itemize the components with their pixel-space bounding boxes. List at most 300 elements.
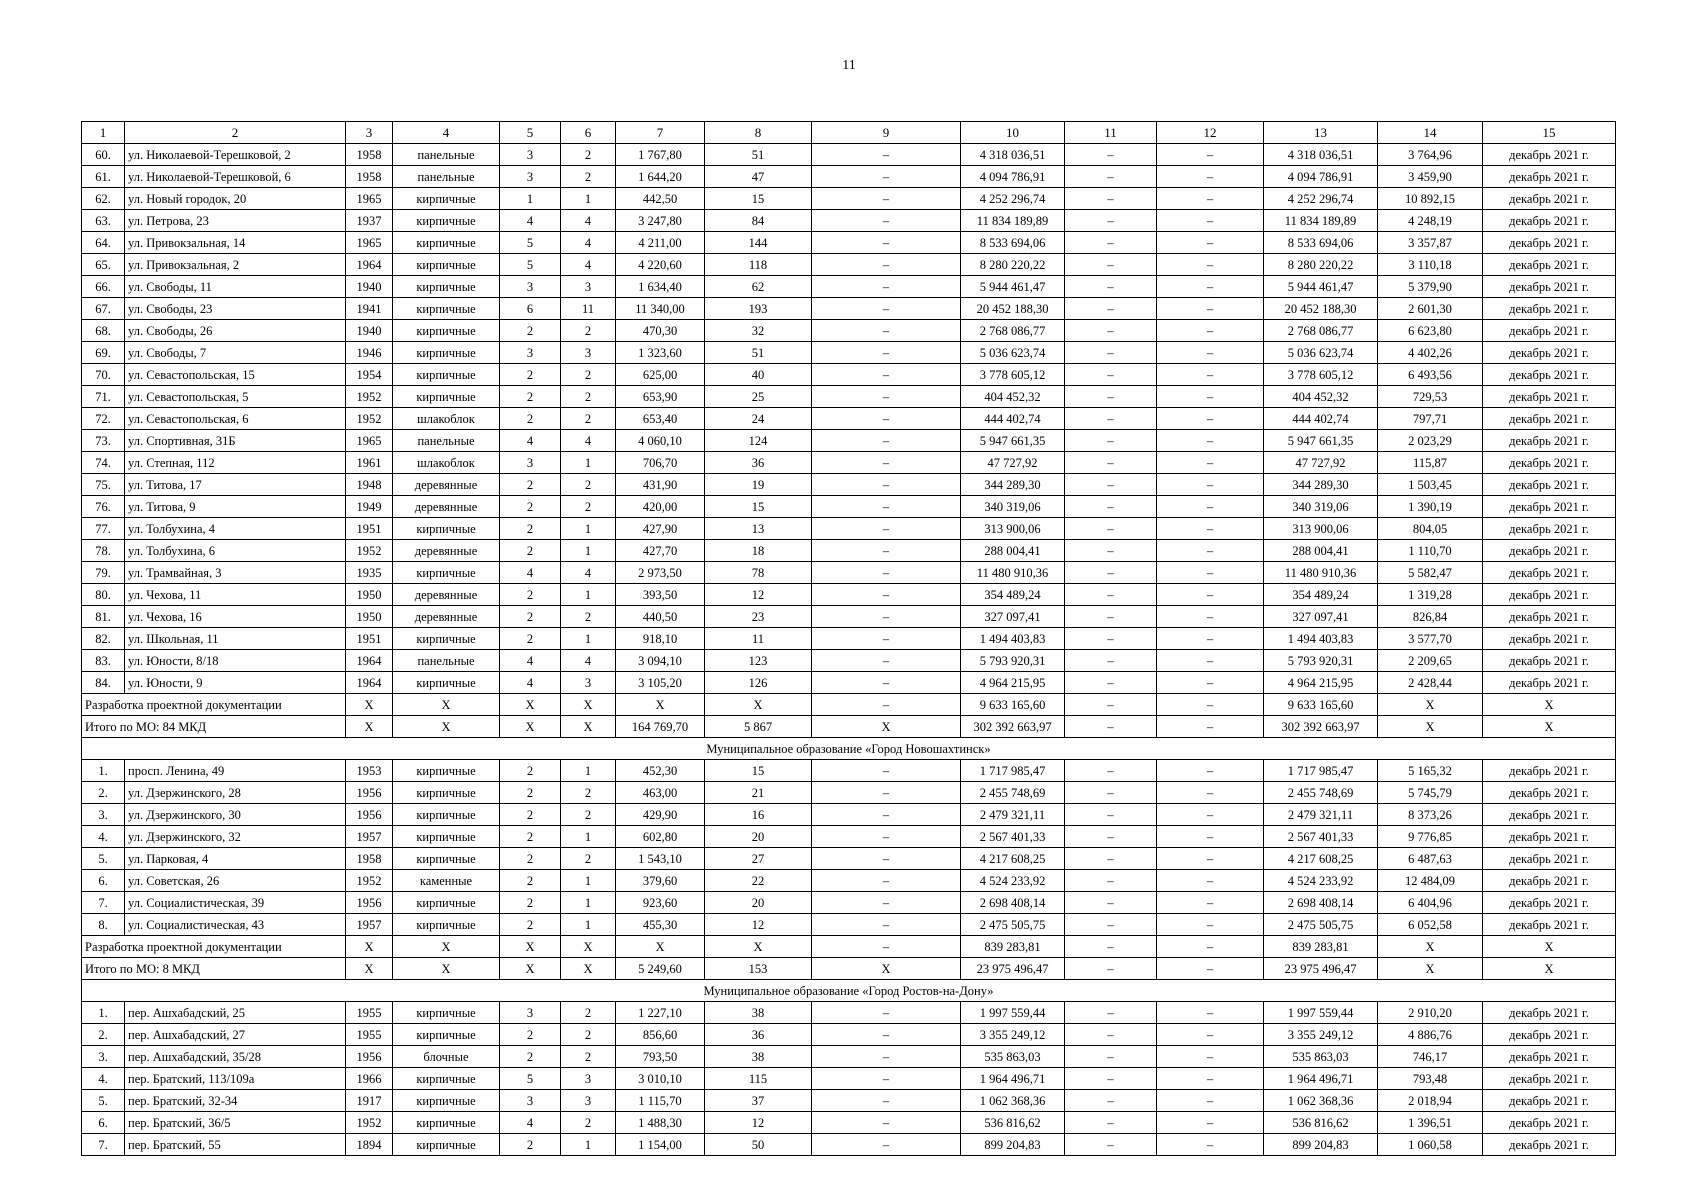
table-cell: деревянные <box>393 606 500 628</box>
table-cell: 2 910,20 <box>1378 1002 1483 1024</box>
table-cell: 1 <box>500 188 561 210</box>
summary-label: Разработка проектной документации <box>82 694 346 716</box>
column-number-cell: 13 <box>1264 122 1378 144</box>
table-cell: – <box>1157 870 1264 892</box>
table-cell: 60. <box>82 144 125 166</box>
table-cell: 6 052,58 <box>1378 914 1483 936</box>
table-cell: 2 <box>561 408 616 430</box>
table-cell: 4 252 296,74 <box>961 188 1065 210</box>
table-cell: 1941 <box>346 298 393 320</box>
table-cell: 5 <box>500 232 561 254</box>
table-cell: 2 <box>500 870 561 892</box>
table-cell: 2 567 401,33 <box>961 826 1065 848</box>
table-cell: 62 <box>705 276 812 298</box>
table-cell: декабрь 2021 г. <box>1483 276 1616 298</box>
table-cell: – <box>812 386 961 408</box>
table-cell: 4 <box>561 650 616 672</box>
table-cell: панельные <box>393 166 500 188</box>
table-cell: 3 <box>500 276 561 298</box>
table-cell: – <box>1157 628 1264 650</box>
table-cell: 1937 <box>346 210 393 232</box>
table-cell: 3 105,20 <box>616 672 705 694</box>
table-cell: – <box>1157 804 1264 826</box>
table-cell: 288 004,41 <box>961 540 1065 562</box>
table-cell: 797,71 <box>1378 408 1483 430</box>
column-number-cell: 9 <box>812 122 961 144</box>
table-row <box>82 1046 1616 1068</box>
table-row <box>82 496 1616 518</box>
table-cell: 1964 <box>346 650 393 672</box>
table-cell: 2 <box>561 166 616 188</box>
table-cell: декабрь 2021 г. <box>1483 408 1616 430</box>
table-cell: – <box>812 518 961 540</box>
table-cell: 344 289,30 <box>1264 474 1378 496</box>
table-cell: 1 <box>561 628 616 650</box>
column-number-cell: 11 <box>1065 122 1157 144</box>
table-cell: 2 <box>561 804 616 826</box>
table-cell: 2 <box>500 364 561 386</box>
table-cell: 11 340,00 <box>616 298 705 320</box>
address-cell: ул. Дзержинского, 30 <box>125 804 346 826</box>
table-cell: 5 745,79 <box>1378 782 1483 804</box>
table-cell: 3 <box>500 1090 561 1112</box>
address-cell: ул. Свободы, 11 <box>125 276 346 298</box>
table-cell: 1948 <box>346 474 393 496</box>
summary-cell: 839 283,81 <box>961 936 1065 958</box>
table-cell: 793,48 <box>1378 1068 1483 1090</box>
table-cell: декабрь 2021 г. <box>1483 782 1616 804</box>
table-cell: 5. <box>82 848 125 870</box>
table-cell: 1 964 496,71 <box>961 1068 1065 1090</box>
table-cell: 5 379,90 <box>1378 276 1483 298</box>
address-cell: ул. Толбухина, 6 <box>125 540 346 562</box>
table-cell: 118 <box>705 254 812 276</box>
table-cell: 344 289,30 <box>961 474 1065 496</box>
table-cell: – <box>812 210 961 232</box>
table-cell: – <box>1157 408 1264 430</box>
table-cell: кирпичные <box>393 364 500 386</box>
table-cell: 4 <box>500 210 561 232</box>
table-cell: 11 834 189,89 <box>961 210 1065 232</box>
table-cell: декабрь 2021 г. <box>1483 1090 1616 1112</box>
table-cell: 4 248,19 <box>1378 210 1483 232</box>
column-number-cell: 14 <box>1378 122 1483 144</box>
table-cell: 6 <box>500 298 561 320</box>
table-cell: 1 <box>561 452 616 474</box>
table-cell: шлакоблок <box>393 452 500 474</box>
table-cell: 5 944 461,47 <box>961 276 1065 298</box>
table-cell: 444 402,74 <box>961 408 1065 430</box>
table-cell: 23 <box>705 606 812 628</box>
table-cell: 4 964 215,95 <box>1264 672 1378 694</box>
table-cell: 2 <box>561 364 616 386</box>
table-cell: панельные <box>393 430 500 452</box>
address-cell: ул. Степная, 112 <box>125 452 346 474</box>
address-cell: пер. Братский, 36/5 <box>125 1112 346 1134</box>
table-row <box>82 144 1616 166</box>
address-cell: ул. Юности, 8/18 <box>125 650 346 672</box>
table-cell: блочные <box>393 1046 500 1068</box>
summary-cell: X <box>393 716 500 738</box>
table-cell: декабрь 2021 г. <box>1483 606 1616 628</box>
table-cell: 1952 <box>346 1112 393 1134</box>
summary-cell: X <box>1378 936 1483 958</box>
table-cell: – <box>1157 914 1264 936</box>
table-cell: 72. <box>82 408 125 430</box>
table-cell: 2 973,50 <box>616 562 705 584</box>
table-cell: 470,30 <box>616 320 705 342</box>
table-cell: 38 <box>705 1002 812 1024</box>
table-cell: 2 <box>500 474 561 496</box>
table-cell: 32 <box>705 320 812 342</box>
table-cell: 1 319,28 <box>1378 584 1483 606</box>
table-cell: 340 319,06 <box>961 496 1065 518</box>
table-cell: декабрь 2021 г. <box>1483 804 1616 826</box>
table-cell: 2. <box>82 1024 125 1046</box>
municipality-section-row <box>82 738 1616 760</box>
table-cell: 1965 <box>346 232 393 254</box>
table-cell: 37 <box>705 1090 812 1112</box>
column-number-cell: 8 <box>705 122 812 144</box>
table-cell: 12 484,09 <box>1378 870 1483 892</box>
table-cell: 9 776,85 <box>1378 826 1483 848</box>
table-cell: – <box>1157 298 1264 320</box>
table-cell: 2 <box>500 804 561 826</box>
table-cell: 4 211,00 <box>616 232 705 254</box>
table-cell: 1961 <box>346 452 393 474</box>
table-cell: кирпичные <box>393 320 500 342</box>
table-cell: кирпичные <box>393 782 500 804</box>
table-cell: 923,60 <box>616 892 705 914</box>
address-cell: ул. Чехова, 11 <box>125 584 346 606</box>
column-number-cell: 15 <box>1483 122 1616 144</box>
address-cell: ул. Петрова, 23 <box>125 210 346 232</box>
address-cell: ул. Школьная, 11 <box>125 628 346 650</box>
table-cell: 4 318 036,51 <box>961 144 1065 166</box>
table-cell: 427,90 <box>616 518 705 540</box>
summary-cell: X <box>346 716 393 738</box>
table-cell: декабрь 2021 г. <box>1483 1002 1616 1024</box>
table-cell: декабрь 2021 г. <box>1483 298 1616 320</box>
summary-cell: – <box>1065 716 1157 738</box>
table-cell: – <box>1157 1068 1264 1090</box>
table-cell: 5 793 920,31 <box>961 650 1065 672</box>
table-cell: 1956 <box>346 892 393 914</box>
table-cell: – <box>812 188 961 210</box>
table-row <box>82 518 1616 540</box>
table-cell: – <box>812 672 961 694</box>
summary-cell: 5 249,60 <box>616 958 705 980</box>
summary-cell: 839 283,81 <box>1264 936 1378 958</box>
table-cell: 2 <box>561 782 616 804</box>
table-cell: 1 390,19 <box>1378 496 1483 518</box>
table-row <box>82 320 1616 342</box>
table-cell: 1 488,30 <box>616 1112 705 1134</box>
table-cell: 1966 <box>346 1068 393 1090</box>
table-cell: 1940 <box>346 320 393 342</box>
table-cell: – <box>1157 1134 1264 1156</box>
table-cell: – <box>1065 320 1157 342</box>
table-cell: панельные <box>393 144 500 166</box>
table-cell: панельные <box>393 650 500 672</box>
table-cell: – <box>812 452 961 474</box>
table-cell: 2 <box>500 496 561 518</box>
table-cell: – <box>1065 430 1157 452</box>
summary-cell: X <box>500 958 561 980</box>
address-cell: ул. Советская, 26 <box>125 870 346 892</box>
table-cell: – <box>812 1024 961 1046</box>
housing-repair-table <box>81 121 1616 1156</box>
table-cell: 1955 <box>346 1002 393 1024</box>
table-cell: 804,05 <box>1378 518 1483 540</box>
table-cell: 2 768 086,77 <box>961 320 1065 342</box>
table-cell: декабрь 2021 г. <box>1483 518 1616 540</box>
table-cell: 4 252 296,74 <box>1264 188 1378 210</box>
table-row <box>82 584 1616 606</box>
table-cell: 4 <box>561 562 616 584</box>
table-cell: 3 577,70 <box>1378 628 1483 650</box>
table-cell: 69. <box>82 342 125 364</box>
table-cell: 18 <box>705 540 812 562</box>
summary-cell: X <box>500 936 561 958</box>
table-cell: 2 768 086,77 <box>1264 320 1378 342</box>
table-cell: 536 816,62 <box>1264 1112 1378 1134</box>
table-cell: 2 023,29 <box>1378 430 1483 452</box>
table-cell: 4 <box>561 430 616 452</box>
table-cell: 38 <box>705 1046 812 1068</box>
table-row <box>82 474 1616 496</box>
summary-cell: X <box>561 694 616 716</box>
summary-cell: – <box>1157 716 1264 738</box>
table-cell: – <box>812 144 961 166</box>
table-cell: 4 <box>500 650 561 672</box>
table-cell: декабрь 2021 г. <box>1483 342 1616 364</box>
table-row <box>82 848 1616 870</box>
table-cell: 706,70 <box>616 452 705 474</box>
table-cell: 4 217 608,25 <box>1264 848 1378 870</box>
summary-cell: – <box>1157 694 1264 716</box>
table-cell: – <box>1157 672 1264 694</box>
table-cell: 1 644,20 <box>616 166 705 188</box>
table-cell: – <box>1065 804 1157 826</box>
table-cell: – <box>1157 1046 1264 1068</box>
table-cell: – <box>1065 606 1157 628</box>
table-cell: декабрь 2021 г. <box>1483 1134 1616 1156</box>
table-cell: – <box>1065 760 1157 782</box>
table-cell: 1957 <box>346 826 393 848</box>
table-cell: 1 110,70 <box>1378 540 1483 562</box>
column-number-cell: 10 <box>961 122 1065 144</box>
table-cell: 3 <box>561 1068 616 1090</box>
address-cell: ул. Социалистическая, 39 <box>125 892 346 914</box>
table-cell: 3 <box>500 452 561 474</box>
table-cell: 1 227,10 <box>616 1002 705 1024</box>
table-cell: 15 <box>705 496 812 518</box>
table-cell: 327 097,41 <box>961 606 1065 628</box>
table-cell: 354 489,24 <box>1264 584 1378 606</box>
table-cell: 746,17 <box>1378 1046 1483 1068</box>
table-cell: – <box>1065 540 1157 562</box>
summary-cell: 23 975 496,47 <box>961 958 1065 980</box>
table-cell: 1958 <box>346 144 393 166</box>
table-cell: 4 <box>561 254 616 276</box>
table-cell: 7. <box>82 892 125 914</box>
table-cell: 2 567 401,33 <box>1264 826 1378 848</box>
table-cell: – <box>1157 826 1264 848</box>
table-cell: 25 <box>705 386 812 408</box>
table-cell: 1894 <box>346 1134 393 1156</box>
table-cell: 15 <box>705 188 812 210</box>
table-cell: – <box>812 232 961 254</box>
table-cell: 2 <box>500 1024 561 1046</box>
table-cell: – <box>812 540 961 562</box>
table-cell: 5 <box>500 254 561 276</box>
table-cell: 11 834 189,89 <box>1264 210 1378 232</box>
table-cell: 2 455 748,69 <box>1264 782 1378 804</box>
municipality-title: Муниципальное образование «Город Ростов-на-Дону» <box>82 980 1616 1002</box>
table-cell: 73. <box>82 430 125 452</box>
table-cell: – <box>812 254 961 276</box>
table-cell: кирпичные <box>393 342 500 364</box>
table-cell: 75. <box>82 474 125 496</box>
table-cell: – <box>812 474 961 496</box>
table-cell: – <box>1157 606 1264 628</box>
table-cell: 67. <box>82 298 125 320</box>
summary-label: Разработка проектной документации <box>82 936 346 958</box>
table-cell: 340 319,06 <box>1264 496 1378 518</box>
table-cell: 2 428,44 <box>1378 672 1483 694</box>
summary-row <box>82 958 1616 980</box>
table-cell: 918,10 <box>616 628 705 650</box>
table-cell: – <box>1065 518 1157 540</box>
table-cell: 1946 <box>346 342 393 364</box>
table-cell: 653,90 <box>616 386 705 408</box>
table-cell: 4 964 215,95 <box>961 672 1065 694</box>
address-cell: ул. Привокзальная, 14 <box>125 232 346 254</box>
table-cell: 4 094 786,91 <box>961 166 1065 188</box>
table-cell: – <box>812 562 961 584</box>
table-cell: декабрь 2021 г. <box>1483 1112 1616 1134</box>
table-cell: 2 <box>561 848 616 870</box>
address-cell: просп. Ленина, 49 <box>125 760 346 782</box>
table-cell: 193 <box>705 298 812 320</box>
table-cell: 77. <box>82 518 125 540</box>
table-cell: кирпичные <box>393 298 500 320</box>
table-cell: 2 <box>561 606 616 628</box>
table-cell: 6 493,56 <box>1378 364 1483 386</box>
table-cell: – <box>1065 210 1157 232</box>
table-cell: декабрь 2021 г. <box>1483 628 1616 650</box>
table-cell: 2 698 408,14 <box>1264 892 1378 914</box>
table-cell: – <box>1065 1112 1157 1134</box>
summary-cell: X <box>1378 958 1483 980</box>
table-cell: 1. <box>82 1002 125 1024</box>
summary-cell: X <box>616 694 705 716</box>
table-row <box>82 166 1616 188</box>
summary-cell: X <box>346 958 393 980</box>
table-cell: 2 475 505,75 <box>1264 914 1378 936</box>
summary-cell: 164 769,70 <box>616 716 705 738</box>
table-cell: 1958 <box>346 848 393 870</box>
table-cell: 2 <box>561 474 616 496</box>
table-row <box>82 562 1616 584</box>
table-row <box>82 364 1616 386</box>
table-cell: кирпичные <box>393 1134 500 1156</box>
table-cell: 535 863,03 <box>1264 1046 1378 1068</box>
table-cell: 3 778 605,12 <box>1264 364 1378 386</box>
address-cell: ул. Николаевой-Терешковой, 6 <box>125 166 346 188</box>
table-cell: – <box>1065 1090 1157 1112</box>
table-cell: 2 <box>500 1046 561 1068</box>
table-cell: 3 247,80 <box>616 210 705 232</box>
table-cell: 2 698 408,14 <box>961 892 1065 914</box>
table-row <box>82 1002 1616 1024</box>
table-row <box>82 1090 1616 1112</box>
table-cell: 79. <box>82 562 125 584</box>
column-number-cell: 1 <box>82 122 125 144</box>
table-cell: 2 479 321,11 <box>1264 804 1378 826</box>
table-cell: 3 <box>561 276 616 298</box>
summary-cell: X <box>1483 958 1616 980</box>
table-cell: кирпичные <box>393 562 500 584</box>
address-cell: ул. Трамвайная, 3 <box>125 562 346 584</box>
summary-cell: X <box>561 936 616 958</box>
table-cell: декабрь 2021 г. <box>1483 1068 1616 1090</box>
table-cell: – <box>812 848 961 870</box>
column-number-cell: 2 <box>125 122 346 144</box>
table-cell: 2 <box>561 386 616 408</box>
table-cell: – <box>1065 848 1157 870</box>
table-row <box>82 408 1616 430</box>
table-cell: декабрь 2021 г. <box>1483 364 1616 386</box>
table-cell: 2 <box>500 848 561 870</box>
table-cell: 81. <box>82 606 125 628</box>
table-row <box>82 342 1616 364</box>
address-cell: ул. Дзержинского, 32 <box>125 826 346 848</box>
table-cell: 2 <box>500 892 561 914</box>
table-cell: 2 <box>500 606 561 628</box>
municipality-section-row <box>82 980 1616 1002</box>
table-row <box>82 892 1616 914</box>
table-cell: – <box>812 1046 961 1068</box>
table-cell: 1952 <box>346 870 393 892</box>
table-cell: 11 <box>561 298 616 320</box>
column-number-cell: 5 <box>500 122 561 144</box>
table-cell: кирпичные <box>393 892 500 914</box>
table-cell: 2 209,65 <box>1378 650 1483 672</box>
table-cell: 12 <box>705 1112 812 1134</box>
table-cell: – <box>1157 386 1264 408</box>
table-cell: – <box>1157 760 1264 782</box>
address-cell: ул. Дзержинского, 28 <box>125 782 346 804</box>
table-cell: – <box>1065 408 1157 430</box>
table-row <box>82 452 1616 474</box>
table-cell: 5 165,32 <box>1378 760 1483 782</box>
table-cell: – <box>1065 144 1157 166</box>
table-cell: 36 <box>705 1024 812 1046</box>
table-cell: – <box>812 650 961 672</box>
table-cell: 2 <box>500 760 561 782</box>
table-cell: кирпичные <box>393 672 500 694</box>
table-cell: – <box>1065 342 1157 364</box>
table-cell: декабрь 2021 г. <box>1483 870 1616 892</box>
table-cell: – <box>1157 276 1264 298</box>
table-cell: 11 <box>705 628 812 650</box>
table-cell: декабрь 2021 г. <box>1483 144 1616 166</box>
table-cell: 1950 <box>346 606 393 628</box>
address-cell: ул. Титова, 17 <box>125 474 346 496</box>
table-cell: 12 <box>705 914 812 936</box>
